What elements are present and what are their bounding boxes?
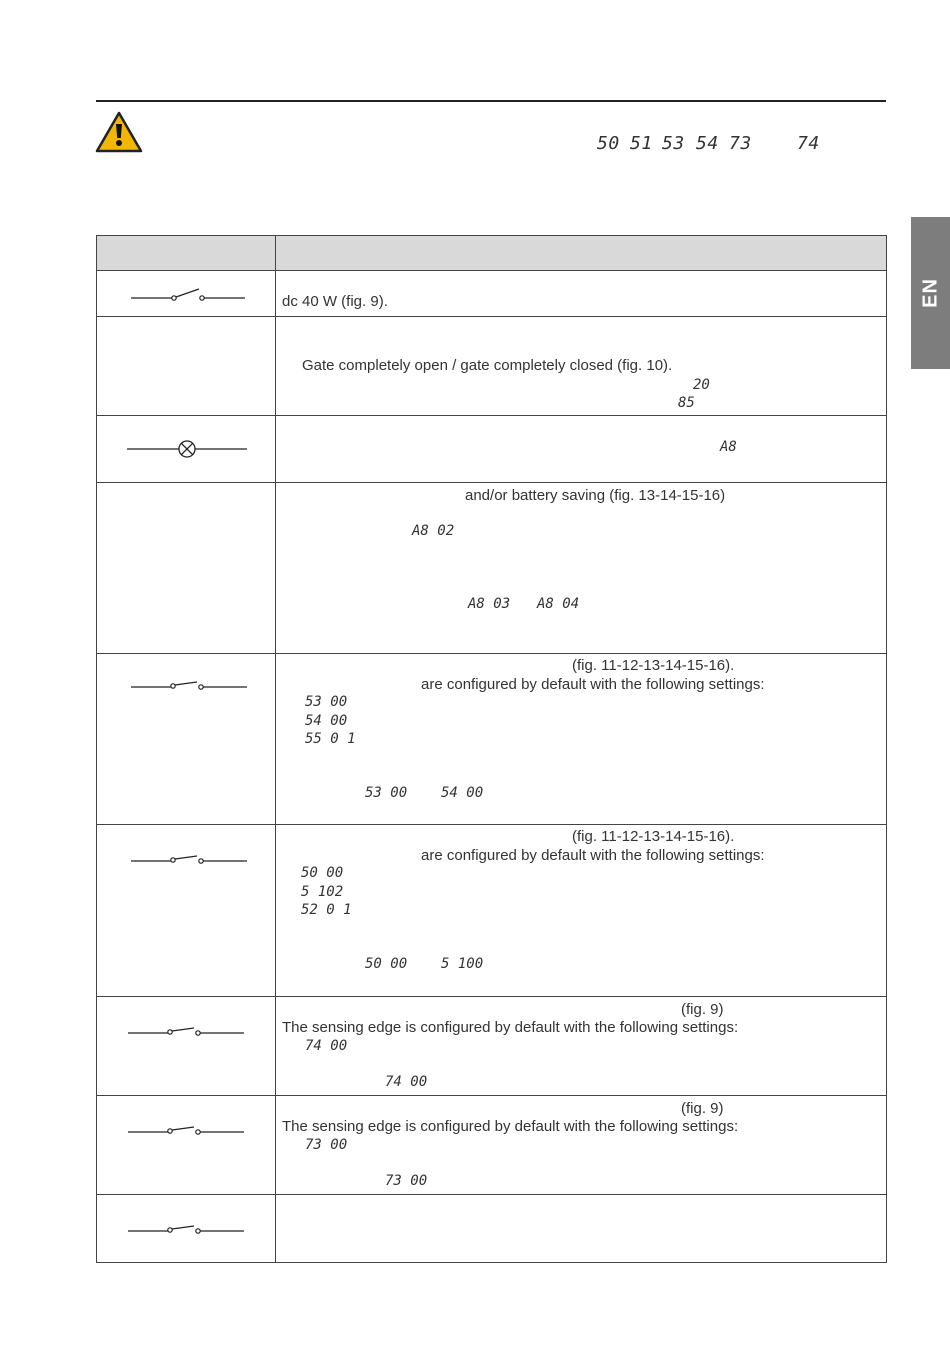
switch-open-icon (131, 288, 245, 302)
description-cell (276, 654, 887, 825)
symbol-cell (97, 271, 276, 317)
display-code: 53 00 (365, 785, 408, 801)
description-cell (276, 1096, 887, 1195)
switch-open-icon (131, 854, 247, 866)
symbol-cell (97, 483, 276, 654)
display-code: 52 0 1 (301, 902, 352, 918)
display-code: 5 100 (441, 956, 484, 972)
row-text: (fig. 9) (681, 1001, 724, 1018)
code-53: 53 (662, 133, 685, 154)
display-code: A8 02 (412, 523, 455, 539)
top-rule (96, 100, 886, 102)
display-code: 85 (678, 395, 695, 411)
symbol-cell (97, 317, 276, 416)
row-text: The sensing edge is configured by default with the following settings: (282, 1118, 739, 1135)
row-text: The sensing edge is configured by default with the following settings: (282, 1019, 739, 1036)
switch-open-icon (128, 1224, 244, 1236)
warning-triangle-icon (95, 111, 143, 153)
table-row (97, 997, 887, 1096)
table-row (97, 271, 887, 317)
row-text: Gate completely open / gate completely closed (fig. 10). (302, 357, 673, 374)
description-cell (276, 317, 887, 416)
symbol-cell (97, 654, 276, 825)
symbol-cell (97, 416, 276, 483)
display-code: 50 00 (365, 956, 408, 972)
row-text: dc 40 W (fig. 9). (282, 293, 388, 310)
header-cell-symbol (97, 236, 276, 271)
symbol-cell (97, 1195, 276, 1263)
row-text: are configured by default with the following settings: (421, 676, 765, 693)
display-code: 20 (693, 377, 710, 393)
description-cell (276, 997, 887, 1096)
display-code: 73 00 (385, 1173, 428, 1189)
description-cell (276, 483, 887, 654)
display-code: 74 00 (305, 1038, 348, 1054)
display-code: 5 102 (301, 884, 344, 900)
table-row (97, 483, 887, 654)
table-row (97, 317, 887, 416)
language-tab-label: EN (919, 278, 941, 308)
display-code: 55 0 1 (305, 731, 356, 747)
display-code: 73 00 (305, 1137, 348, 1153)
display-code: 50 00 (301, 865, 344, 881)
symbol-cell (97, 825, 276, 997)
display-code: 54 00 (441, 785, 484, 801)
row-text: and/or battery saving (fig. 13-14-15-16) (465, 487, 726, 504)
table-header-row (97, 236, 887, 271)
description-cell (276, 271, 887, 317)
language-tab (911, 217, 950, 369)
display-code: A8 (720, 439, 737, 455)
row-text: (fig. 11-12-13-14-15-16). (572, 657, 735, 674)
description-cell (276, 825, 887, 997)
terminal-table (96, 235, 887, 1263)
display-code: 53 00 (305, 694, 348, 710)
table-row (97, 825, 887, 997)
code-54: 54 (696, 133, 719, 154)
code-50: 50 (597, 133, 620, 154)
display-code: A8 03 (468, 596, 511, 612)
description-cell (276, 416, 887, 483)
row-text: (fig. 11-12-13-14-15-16). (572, 828, 735, 845)
code-51: 51 (630, 133, 653, 154)
code-74: 74 (797, 133, 820, 154)
switch-open-icon (128, 1026, 244, 1038)
display-code: 74 00 (385, 1074, 428, 1090)
description-cell (276, 1195, 887, 1263)
row-text: (fig. 9) (681, 1100, 724, 1117)
symbol-cell (97, 997, 276, 1096)
table-row (97, 1195, 887, 1263)
table-row (97, 654, 887, 825)
display-code: A8 04 (537, 596, 580, 612)
switch-open-icon (128, 1125, 244, 1137)
symbol-cell (97, 1096, 276, 1195)
code-73: 73 (729, 133, 752, 154)
row-text: are configured by default with the following settings: (421, 847, 765, 864)
display-code: 54 00 (305, 713, 348, 729)
table-row (97, 416, 887, 483)
header-cell-description (276, 236, 887, 271)
switch-open-icon (131, 680, 247, 692)
lamp-icon (127, 439, 247, 459)
table-row (97, 1096, 887, 1195)
